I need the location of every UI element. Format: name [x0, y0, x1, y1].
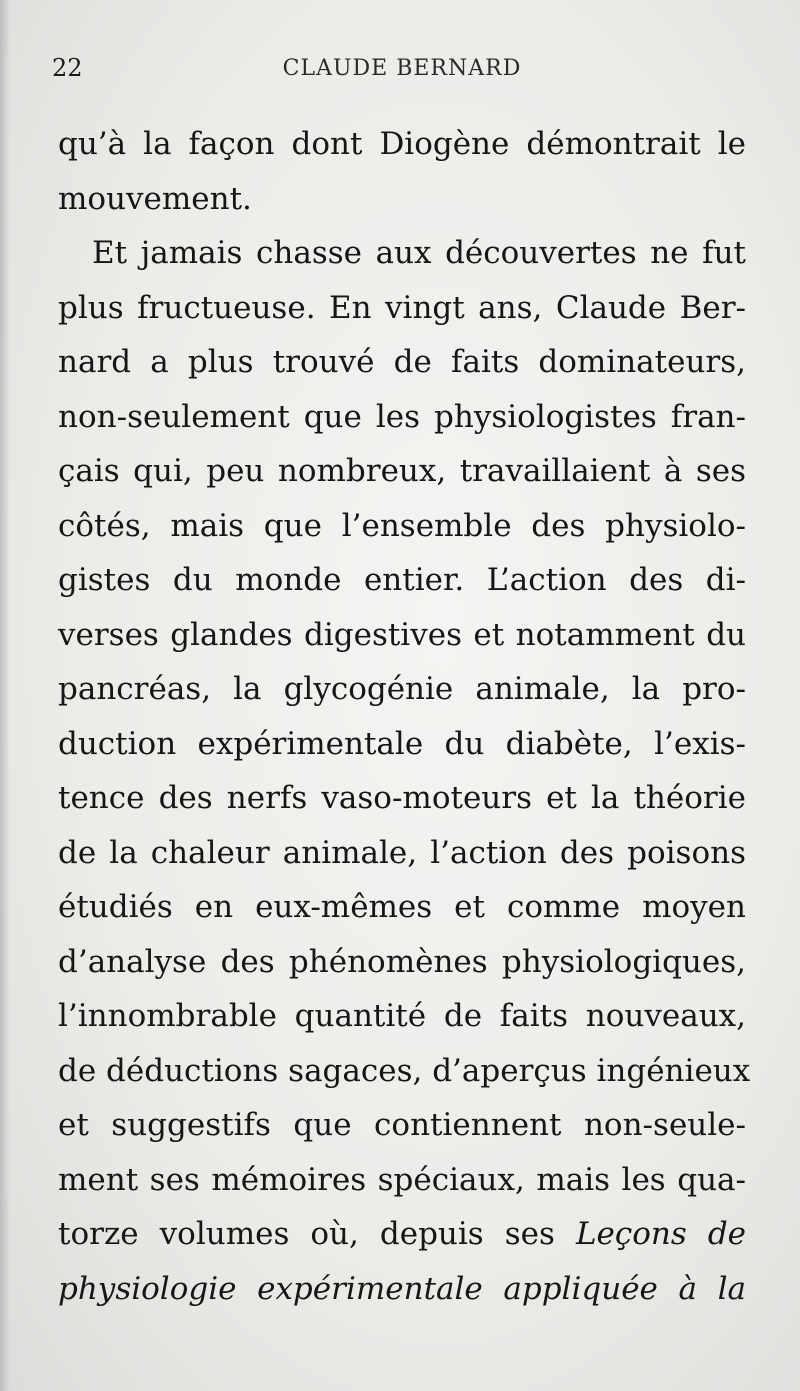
- text-line: çais qui, peu nombreux, travaillaient à ses: [58, 453, 746, 489]
- text-line: tence des nerfs vaso-moteurs et la théorie: [58, 780, 746, 816]
- running-head: CLAUDE BERNARD: [282, 56, 522, 81]
- text-line: verses glandes digestives et notamment du: [58, 616, 746, 653]
- text-line: non-seulement que les physiologistes fran-: [58, 398, 746, 435]
- text-line: pancréas, la glycogénie animale, la pro-: [58, 671, 746, 707]
- text-line: duction expérimentale du diabète, l’exis-: [58, 725, 746, 762]
- text-line: gistes du monde entier. L’action des di-: [58, 562, 746, 598]
- text-line: et suggestifs que contiennent non-seule-: [58, 1107, 746, 1143]
- text-line: nard a plus trouvé de faits dominateurs,: [58, 344, 746, 380]
- text-line: étudiés en eux-mêmes et comme moyen: [58, 889, 746, 925]
- book-title-italic: Leçons de: [575, 1216, 747, 1252]
- text-line: côtés, mais que l’ensemble des physiolo-: [58, 507, 746, 544]
- text-line: d’analyse des phénomènes physiologiques,: [58, 943, 746, 980]
- text-line: ment ses mémoires spéciaux, mais les qua-: [58, 1161, 746, 1198]
- text-line: Et jamais chasse aux découvertes ne fut: [92, 235, 746, 271]
- body-text: [58, 117, 751, 1316]
- page-header: [52, 50, 752, 90]
- page-number: 22: [52, 54, 83, 82]
- text-line: de la chaleur animale, l’action des poisons: [58, 834, 746, 871]
- text-line: qu’à la façon dont Diogène démontrait le: [58, 126, 746, 162]
- page-edge-shadow: [0, 0, 10, 1391]
- text-line-mixed: [58, 1207, 746, 1262]
- text-line: de déductions sagaces, d’aperçus ingénieux: [58, 1052, 751, 1089]
- text-line: plus fructueuse. En vingt ans, Claude Ber-: [58, 289, 746, 326]
- text-line-roman: torze volumes où, depuis ses: [58, 1216, 555, 1252]
- book-title-italic-line: physiologie expérimentale appliquée à la: [58, 1270, 746, 1307]
- text-line: mouvement.: [58, 180, 252, 217]
- text-line: l’innombrable quantité de faits nouveaux,: [58, 998, 746, 1034]
